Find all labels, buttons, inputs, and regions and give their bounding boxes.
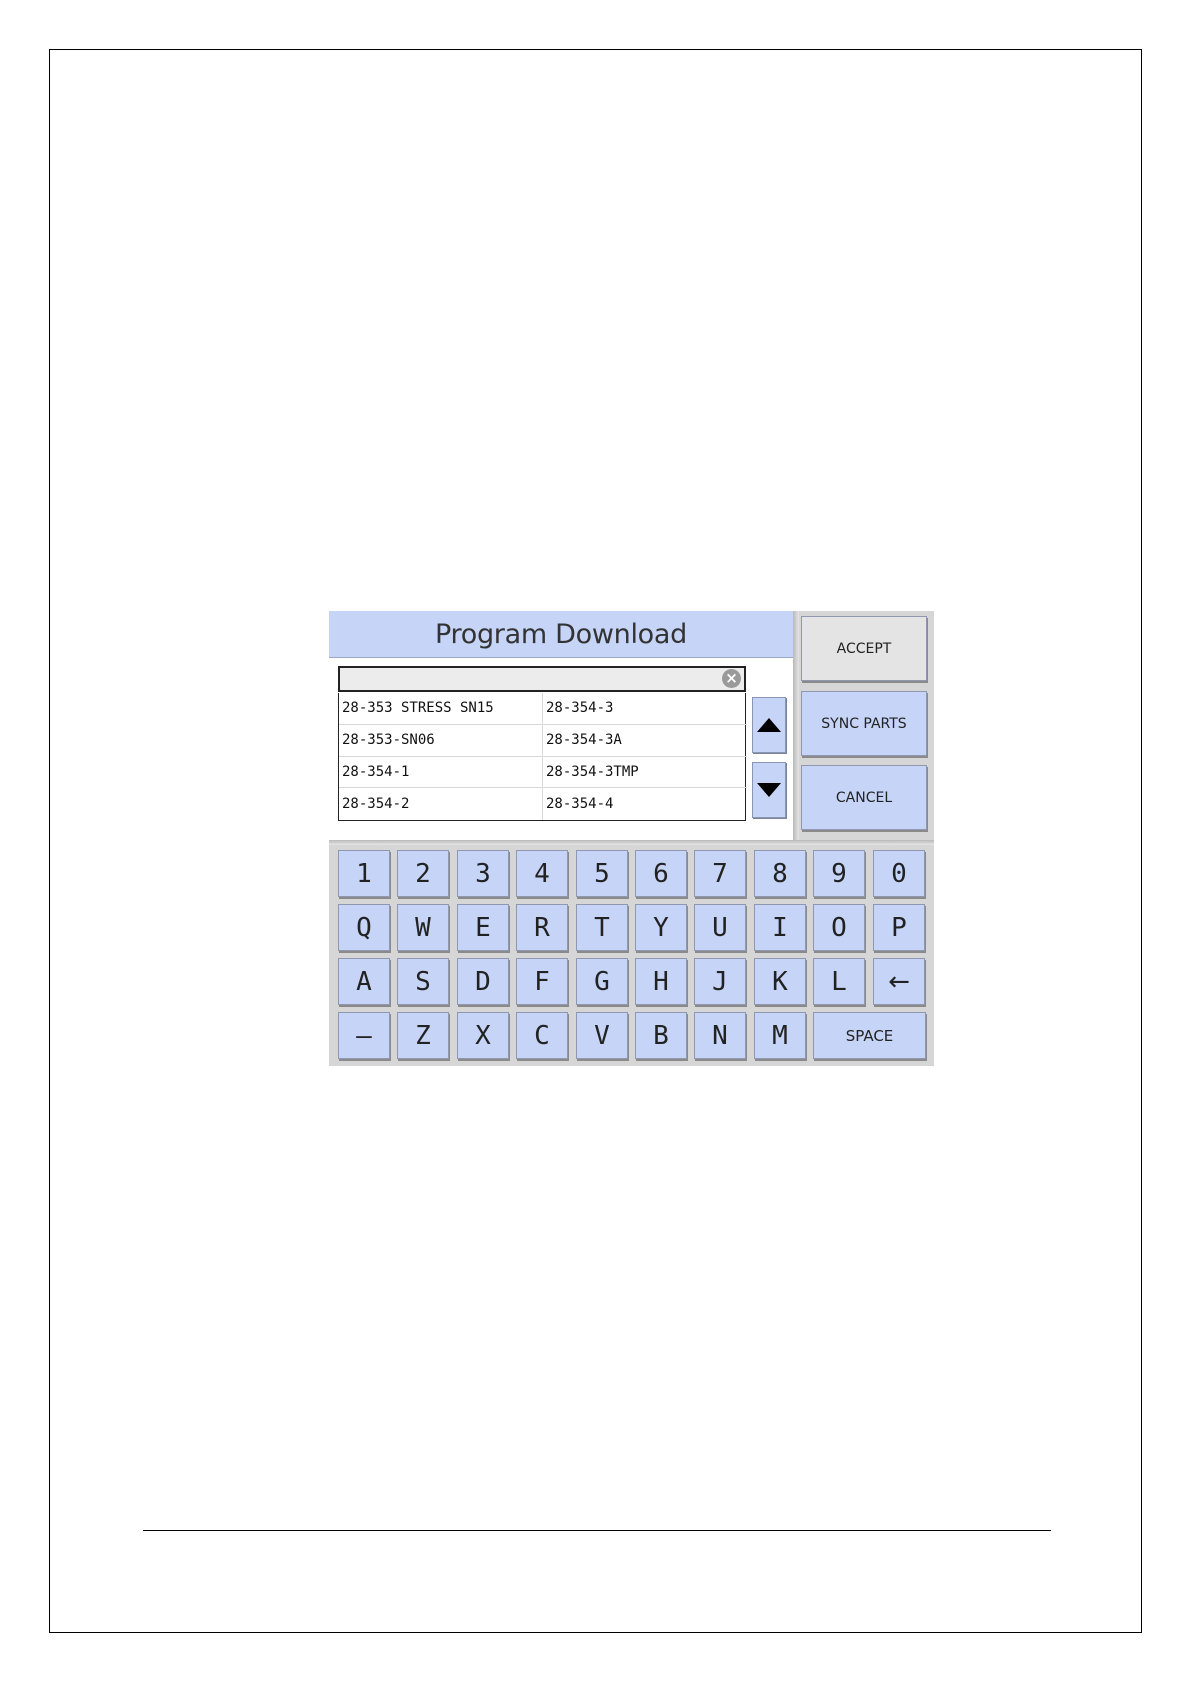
key-2[interactable]: 2 [397, 850, 449, 897]
screen-title: Program Download [329, 611, 793, 658]
key-q[interactable]: Q [338, 904, 390, 951]
file-list-item[interactable]: 28-354-3TMP [543, 757, 747, 789]
key-g[interactable]: G [576, 958, 628, 1005]
key-d[interactable]: D [457, 958, 509, 1005]
key-o[interactable]: O [813, 904, 865, 951]
key-x[interactable]: X [457, 1012, 509, 1059]
key-f[interactable]: F [516, 958, 568, 1005]
key-0[interactable]: 0 [873, 850, 925, 897]
key-s[interactable]: S [397, 958, 449, 1005]
file-list [338, 693, 746, 821]
file-list-item[interactable]: 28-354-1 [339, 757, 543, 789]
key-6[interactable]: 6 [635, 850, 687, 897]
search-input[interactable] [342, 669, 712, 689]
key-t[interactable]: T [576, 904, 628, 951]
key-h[interactable]: H [635, 958, 687, 1005]
key-5[interactable]: 5 [576, 850, 628, 897]
key-e[interactable]: E [457, 904, 509, 951]
file-list-item[interactable]: 28-353-SN06 [339, 725, 543, 757]
file-list-item[interactable]: 28-354-2 [339, 788, 543, 820]
key-7[interactable]: 7 [694, 850, 746, 897]
scroll-down-button[interactable] [752, 762, 786, 818]
key-v[interactable]: V [576, 1012, 628, 1059]
space-key[interactable]: SPACE [813, 1012, 926, 1059]
key-8[interactable]: 8 [754, 850, 806, 897]
key-n[interactable]: N [694, 1012, 746, 1059]
panel-divider-horizontal [329, 840, 934, 845]
key-i[interactable]: I [754, 904, 806, 951]
key-z[interactable]: Z [397, 1012, 449, 1059]
key-w[interactable]: W [397, 904, 449, 951]
key-y[interactable]: Y [635, 904, 687, 951]
file-list-item[interactable]: 28-354-3 [543, 693, 747, 725]
key-1[interactable]: 1 [338, 850, 390, 897]
clear-icon[interactable]: × [722, 669, 741, 688]
key-r[interactable]: R [516, 904, 568, 951]
file-list-item[interactable]: 28-353 STRESS SN15 [339, 693, 543, 725]
key-4[interactable]: 4 [516, 850, 568, 897]
footer-rule [143, 1530, 1051, 1531]
key-b[interactable]: B [635, 1012, 687, 1059]
sync-parts-button[interactable]: SYNC PARTS [801, 691, 927, 756]
program-download-screen [329, 611, 934, 1066]
dash-key[interactable]: – [338, 1012, 390, 1059]
search-box [338, 666, 746, 692]
key-a[interactable]: A [338, 958, 390, 1005]
key-9[interactable]: 9 [813, 850, 865, 897]
key-l[interactable]: L [813, 958, 865, 1005]
cancel-button[interactable]: CANCEL [801, 765, 927, 830]
panel-divider-vertical [793, 611, 799, 840]
scroll-up-button[interactable] [752, 697, 786, 753]
accept-button[interactable]: ACCEPT [801, 616, 927, 681]
key-k[interactable]: K [754, 958, 806, 1005]
key-c[interactable]: C [516, 1012, 568, 1059]
backspace-key[interactable]: ← [873, 958, 925, 1005]
triangle-up-icon [756, 717, 782, 733]
key-m[interactable]: M [754, 1012, 806, 1059]
file-list-item[interactable]: 28-354-4 [546, 796, 614, 813]
key-p[interactable]: P [873, 904, 925, 951]
file-list-item[interactable]: 28-354-3A [543, 725, 747, 757]
triangle-down-icon [756, 782, 782, 798]
key-3[interactable]: 3 [457, 850, 509, 897]
key-u[interactable]: U [694, 904, 746, 951]
key-j[interactable]: J [694, 958, 746, 1005]
